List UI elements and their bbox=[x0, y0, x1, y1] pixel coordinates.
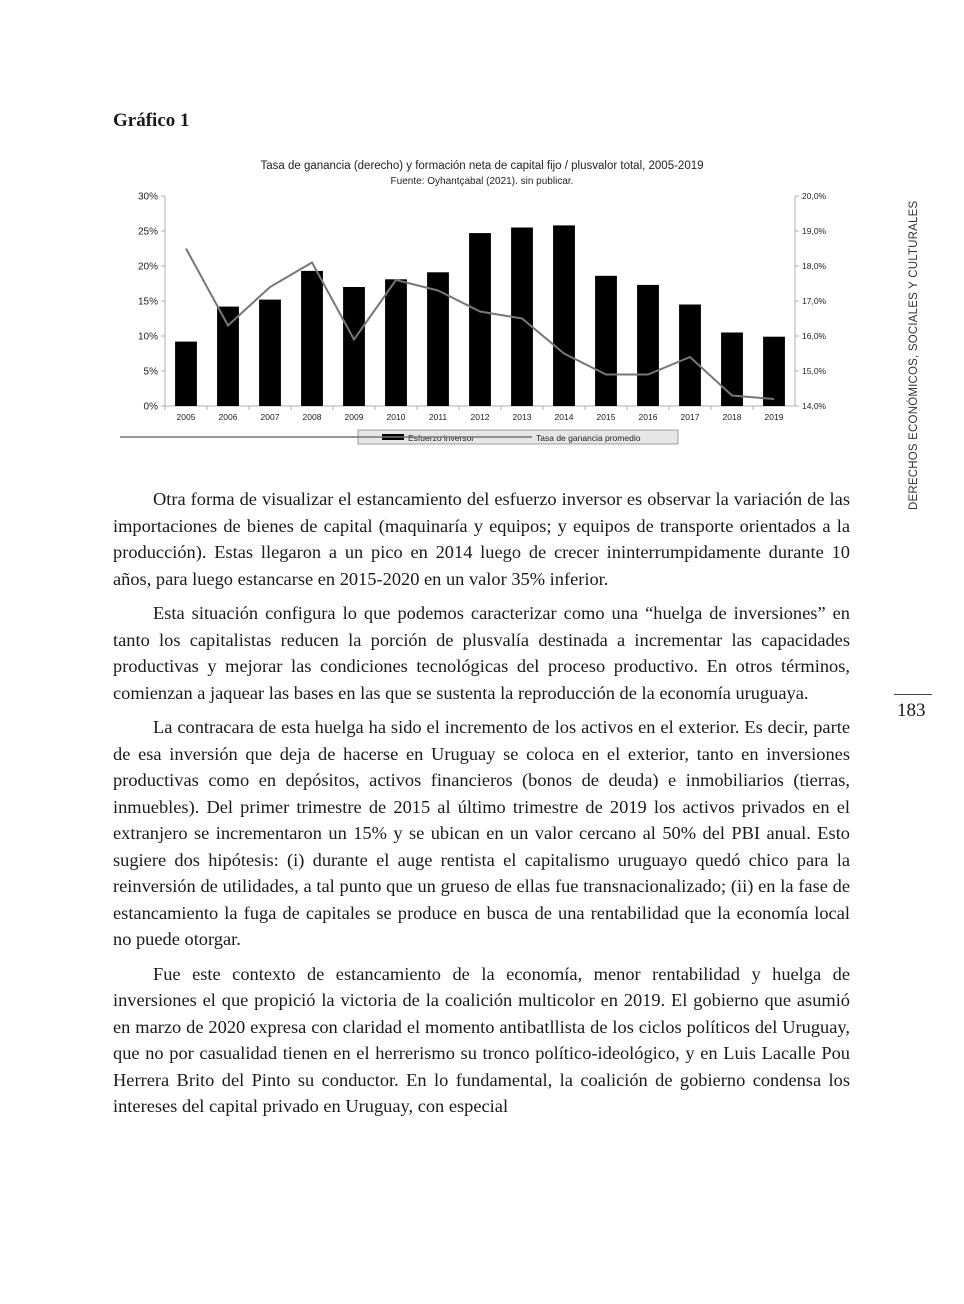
bar bbox=[637, 285, 659, 406]
x-tick-label: 2008 bbox=[302, 412, 322, 422]
x-tick-label: 2010 bbox=[386, 412, 406, 422]
bar bbox=[679, 305, 701, 407]
paragraph: Otra forma de visualizar el estancamiento del esfuerzo inversor es observar la variación de las importaciones de bienes de capital (maquinaría y equipos; y equipos de transporte orientados a la producción). Estas llegaron a un pico en 2014 luego de crecer ininterrumpidamente durante 10 años, para luego estancarse en 2015-2020 en un valor 35% inferior. bbox=[113, 489, 850, 589]
y-left-tick-label: 20% bbox=[137, 261, 158, 273]
body-text bbox=[113, 486, 850, 1128]
x-tick-label: 2018 bbox=[722, 412, 742, 422]
y-right-tick-label: 15,0% bbox=[802, 366, 827, 376]
paragraph: Fue este contexto de estancamiento de la economía, menor rentabilidad y huelga de inversiones el que propició la victoria de la coalición multicolor en 2019. El gobierno que asumió en marzo de 2020 expresa con claridad el momento antibatllista de los ciclos políticos del Uruguay, que no por casualidad tienen en el herrerismo su tronco político-ideológico, y en Luis Lacalle Pou Herrera Brito del Pinto su conductor. En lo fundamental, la coalición de gobierno condensa los intereses del capital privado en Uruguay, con especial bbox=[113, 963, 850, 1116]
x-tick-label: 2005 bbox=[176, 412, 196, 422]
y-right-tick-label: 16,0% bbox=[802, 331, 827, 341]
bar bbox=[763, 337, 785, 406]
y-left-tick-label: 15% bbox=[137, 296, 158, 308]
page-number-rule bbox=[894, 694, 932, 695]
x-tick-label: 2015 bbox=[596, 412, 616, 422]
bar bbox=[343, 287, 365, 406]
y-right-tick-label: 19,0% bbox=[802, 226, 827, 236]
x-tick-label: 2013 bbox=[512, 412, 532, 422]
y-right-tick-label: 17,0% bbox=[802, 296, 827, 306]
y-right-tick-label: 14,0% bbox=[802, 401, 827, 411]
y-left-tick-label: 30% bbox=[137, 191, 158, 203]
bar bbox=[469, 233, 491, 406]
legend-line-label: Tasa de ganancia promedio bbox=[536, 433, 641, 443]
y-left-tick-label: 0% bbox=[143, 401, 158, 413]
bar bbox=[553, 225, 575, 406]
x-tick-label: 2014 bbox=[554, 412, 574, 422]
x-tick-label: 2019 bbox=[764, 412, 784, 422]
page-number: 183 bbox=[897, 700, 926, 721]
x-tick-label: 2012 bbox=[470, 412, 490, 422]
bar bbox=[175, 342, 197, 406]
y-right-tick-label: 20,0% bbox=[802, 191, 827, 201]
chart-legend bbox=[120, 430, 678, 444]
bar bbox=[217, 307, 239, 406]
bar bbox=[259, 300, 281, 406]
combo-chart bbox=[120, 152, 840, 450]
x-tick-label: 2017 bbox=[680, 412, 700, 422]
x-tick-label: 2009 bbox=[344, 412, 364, 422]
y-right-tick-label: 18,0% bbox=[802, 261, 827, 271]
bar bbox=[385, 279, 407, 406]
x-tick-label: 2007 bbox=[260, 412, 280, 422]
legend-bar-label: Esfuerzo inversor bbox=[408, 433, 475, 443]
bar bbox=[301, 271, 323, 406]
section-side-label: DERECHOS ECONÓMICOS, SOCIALES Y CULTURALES bbox=[908, 200, 920, 510]
chart-title: Tasa de ganancia (derecho) y formación neta de capital fijo / plusvalor total, 2005-2019 bbox=[260, 160, 704, 172]
y-left-tick-label: 10% bbox=[137, 331, 158, 343]
paragraph: La contracara de esta huelga ha sido el incremento de los activos en el exterior. Es decir, parte de esa inversión que deja de hacerse en Uruguay se coloca en el exterior, tanto en inversiones productivas como en depósitos, activos financieros (bonos de deuda) e inmobiliarios (tierras, inmuebles). Del primer trimestre de 2015 al último trimestre de 2019 los activos privados en el extranjero se incrementaron un 15% y se ubican en un valor cercano al 50% del PBI anual. Esto sugiere dos hipótesis: (i) durante el auge rentista el capitalismo uruguayo quedó chico para la reinversión de utilidades, a tal punto que un grueso de ellas fue transnacionalizado; (ii) en la fase de estancamiento la fuga de capitales se produce en busca de una rentabilidad que la economía local no puede otorgar. bbox=[113, 717, 850, 949]
bar bbox=[595, 276, 617, 406]
bar-series bbox=[175, 225, 785, 406]
y-left-tick-label: 5% bbox=[143, 366, 158, 378]
bar bbox=[427, 272, 449, 406]
paragraph: Esta situación configura lo que podemos caracterizar como una “huelga de inversiones” en tanto los capitalistas reducen la porción de plusvalía destinada a incrementar las capacidades productivas y mejorar las condiciones tecnológicas del proceso productivo. En otros términos, comienzan a jaquear las bases en las que se sustenta la reproducción de la economía uruguaya. bbox=[113, 603, 850, 703]
x-tick-label: 2016 bbox=[638, 412, 658, 422]
chart-subtitle: Fuente: Oyhantçabal (2021). sin publicar. bbox=[390, 176, 574, 187]
x-tick-label: 2006 bbox=[218, 412, 238, 422]
figure-label: Gráfico 1 bbox=[113, 110, 190, 131]
y-left-tick-label: 25% bbox=[137, 226, 158, 238]
x-tick-label: 2011 bbox=[428, 412, 448, 422]
